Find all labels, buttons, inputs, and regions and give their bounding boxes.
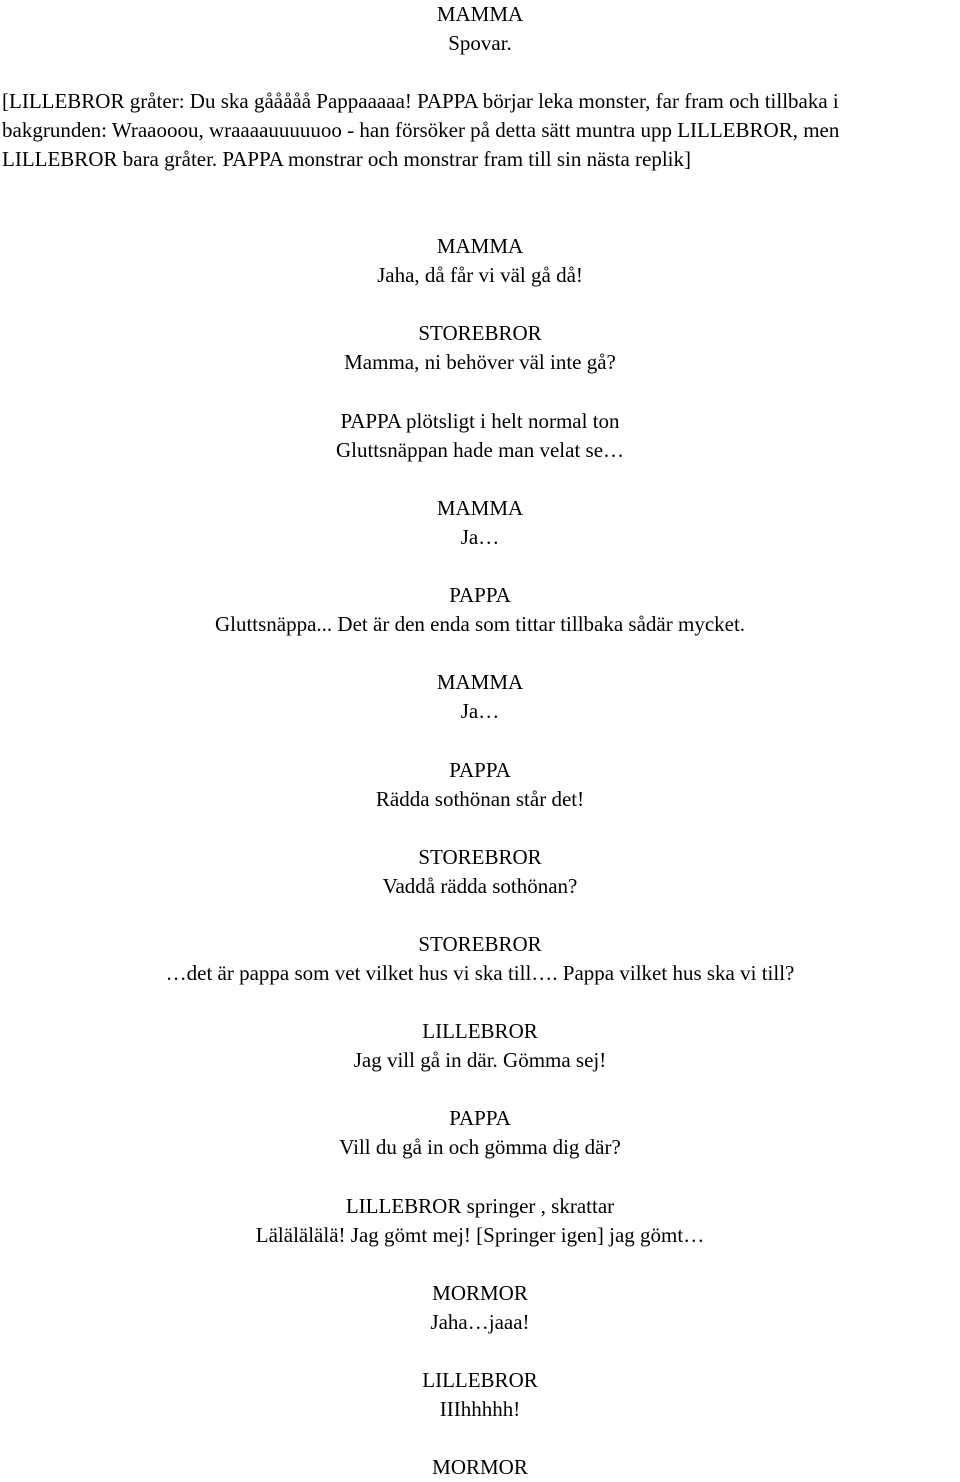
dialogue-line: …det är pappa som vet vilket hus vi ska till…. Pappa vilket hus ska vi till?	[165, 961, 795, 985]
speaker-name: STOREBROR	[418, 845, 542, 869]
speaker-name: PAPPA	[449, 583, 511, 607]
dialogue-block	[0, 1366, 960, 1424]
dialogue-block-top	[0, 0, 960, 58]
dialogue-line: Lälälälälä! Jag gömt mej! [Springer igen] jag gömt…	[255, 1223, 705, 1247]
dialogue-line: Rädda sothönan står det!	[375, 787, 585, 811]
dialogue-block	[0, 668, 960, 726]
stage-direction-line: bakgrunden: Wraaooou, wraaaauuuuuoo - han försöker på detta sätt muntra upp LILLEBROR, men	[2, 118, 840, 142]
speaker-name: MAMMA	[436, 670, 524, 694]
speaker-name: MORMOR	[432, 1281, 528, 1305]
speaker-name: MAMMA	[436, 2, 524, 26]
speaker-name: LILLEBROR	[422, 1019, 538, 1043]
dialogue-block	[0, 581, 960, 639]
dialogue-line: IIIhhhhh!	[439, 1397, 521, 1421]
dialogue-line: Jag vill gå in där. Gömma sej!	[353, 1048, 607, 1072]
speaker-name: MAMMA	[436, 234, 524, 258]
dialogue-block	[0, 1104, 960, 1162]
dialogue-line: Vill du gå in och gömma dig där?	[339, 1135, 621, 1159]
dialogue-block	[0, 407, 960, 465]
speaker-name: STOREBROR	[418, 932, 542, 956]
stage-direction-line: [LILLEBROR gråter: Du ska gååååå Pappaaaaa! PAPPA börjar leka monster, far fram och tillbaka i	[2, 89, 839, 113]
speaker-name: PAPPA	[449, 758, 511, 782]
dialogue-block	[0, 319, 960, 377]
dialogue-block	[0, 494, 960, 552]
stage-direction	[2, 87, 958, 174]
dialogue-line: Jaha, då får vi väl gå då!	[377, 263, 583, 287]
dialogue-line: Ja…	[460, 525, 500, 549]
speaker-name: LILLEBROR	[422, 1368, 538, 1392]
speaker-name: STOREBROR	[418, 321, 542, 345]
stage-direction-line: LILLEBROR bara gråter. PAPPA monstrar och monstrar fram till sin nästa replik]	[2, 147, 692, 171]
dialogue-block	[0, 843, 960, 901]
dialogue-block	[0, 1192, 960, 1250]
speaker-name: PAPPA	[449, 1106, 511, 1130]
dialogue-block	[0, 1017, 960, 1075]
dialogue-line: Vaddå rädda sothönan?	[382, 874, 578, 898]
dialogue-line: Ja…	[460, 699, 500, 723]
dialogue-block	[0, 756, 960, 814]
dialogue-line: Mamma, ni behöver väl inte gå?	[344, 350, 616, 374]
speaker-name: PAPPA plötsligt i helt normal ton	[340, 409, 620, 433]
dialogue-line: Spovar.	[448, 31, 512, 55]
speaker-name: LILLEBROR springer , skrattar	[345, 1194, 615, 1218]
dialogue-line: Gluttsnäppa... Det är den enda som tittar tillbaka sådär mycket.	[214, 612, 746, 636]
dialogue-line: Jaha…jaaa!	[430, 1310, 530, 1334]
dialogue-block	[0, 1279, 960, 1337]
dialogue-block	[0, 930, 960, 988]
dialogue-line: Gluttsnäppan hade man velat se…	[335, 438, 625, 462]
dialogue-block	[0, 232, 960, 290]
dialogue-block	[0, 1453, 960, 1482]
speaker-name: MORMOR	[432, 1455, 528, 1479]
speaker-name: MAMMA	[436, 496, 524, 520]
